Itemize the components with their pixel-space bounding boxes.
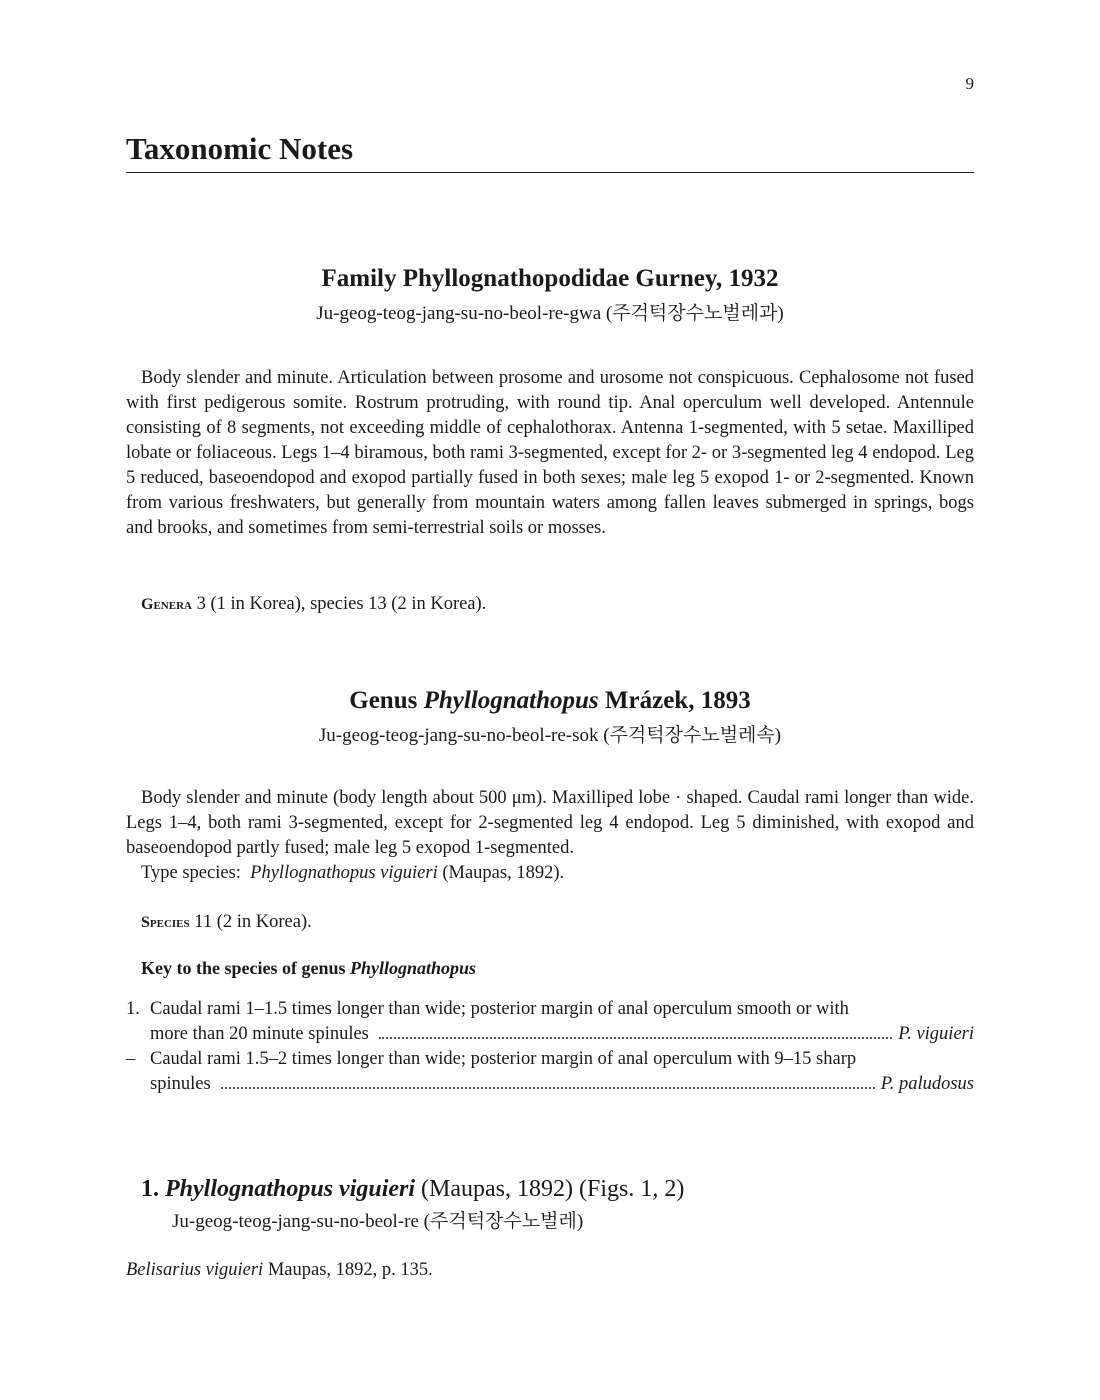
type-species-label: Type species: [141,863,241,883]
type-species-name: Phyllognathopus viguieri [250,863,438,883]
key-entry [126,1047,974,1097]
genus-description: Body slender and minute (body length about 500 μm). Maxilliped lobe · shaped. Caudal rami longer than wide. Legs 1–4, both rami 3-segmented, except for 2-segmented leg 4 endopod. Leg 5 diminished, with exopod and baseoendopod partly fused; male leg 5 exopod 1-segmented. [126,788,974,858]
synonym-italic: Belisarius viguieri [126,1260,264,1280]
family-name: Family Phyllognathopodidae Gurney, 1932 [321,265,779,292]
species-label: Species [141,914,190,931]
genus-name: Genus Phyllognathopus Mrázek, 1893 [349,687,751,714]
family-genera-count [141,592,486,617]
leader-dots [221,1087,875,1089]
document-page [126,0,974,1400]
synonym [126,1260,433,1281]
key-entry-marker: – [126,1049,136,1069]
species-korean-name: Ju-geog-teog-jang-su-no-beol-re (주걱턱장수노벌레) [172,1211,584,1232]
genera-label: Genera [141,596,192,613]
family-korean-name: Ju-geog-teog-jang-su-no-beol-re-gwa (주걱턱장수노벌레과) [316,303,784,324]
key-entry-line2: more than 20 minute spinules [150,1024,369,1044]
section-title: Taxonomic Notes [126,130,974,173]
genus-species-count [141,910,312,935]
key-entry-marker: 1. [126,999,140,1019]
species-heading [141,1174,684,1235]
species-number: 1. [141,1176,159,1202]
genus-name-italic: Phyllognathopus [423,687,599,714]
type-species [141,861,564,886]
species-name [141,1174,684,1204]
key-title: Key to the species of genus Phyllognathopus [141,958,477,978]
key-title-italic: Phyllognathopus [349,958,477,978]
key-entry-line1: Caudal rami 1–1.5 times longer than wide; posterior margin of anal operculum smooth or with [150,999,849,1019]
key-entry-line1: Caudal rami 1.5–2 times longer than wide; posterior margin of anal operculum with 9–15 sharp [150,1049,857,1069]
key-entry-result: P. viguieri [898,1024,974,1044]
species-name-italic: Phyllognathopus viguieri [165,1176,416,1202]
leader-dots [379,1037,892,1039]
species-author: (Maupas, 1892) (Figs. 1, 2) [415,1176,685,1202]
family-heading [126,264,974,327]
genera-text: 3 (1 in Korea), species 13 (2 in Korea). [191,594,487,614]
genus-heading [126,686,974,749]
page-number: 9 [965,74,974,93]
key-entry-line2: spinules [150,1074,211,1094]
family-description: Body slender and minute. Articulation between prosome and urosome not conspicuous. Cephalosome not fused with first pedigerous somite. Rostrum protruding, with round tip. Anal operculum well developed. Antennule consisting of 8 segments, not exceeding middle of cephalothorax. Antenna 1-segmented, with 5 setae. Maxilliped lobate or foliaceous. Legs 1–4 biramous, both rami 3-segmented, except for 2- or 3-segmented leg 4 endopod. Leg 5 reduced, baseoendopod and exopod partially fused in both sexes; male leg 5 exopod 1- or 2-segmented. Known from various freshwaters, but generally from mountain waters among fallen leaves submerged in springs, bogs and brooks, and sometimes from semi-terrestrial soils or mosses. [126,368,974,538]
species-text: 11 (2 in Korea). [189,912,312,932]
key-entry-result: P. paludosus [880,1074,974,1094]
synonym-rest: Maupas, 1892, p. 135. [263,1260,433,1280]
type-species-author: (Maupas, 1892). [437,863,565,883]
key-entry [126,997,974,1047]
genus-korean-name: Ju-geog-teog-jang-su-no-beol-re-sok (주걱턱장수노벌레속) [318,725,782,746]
